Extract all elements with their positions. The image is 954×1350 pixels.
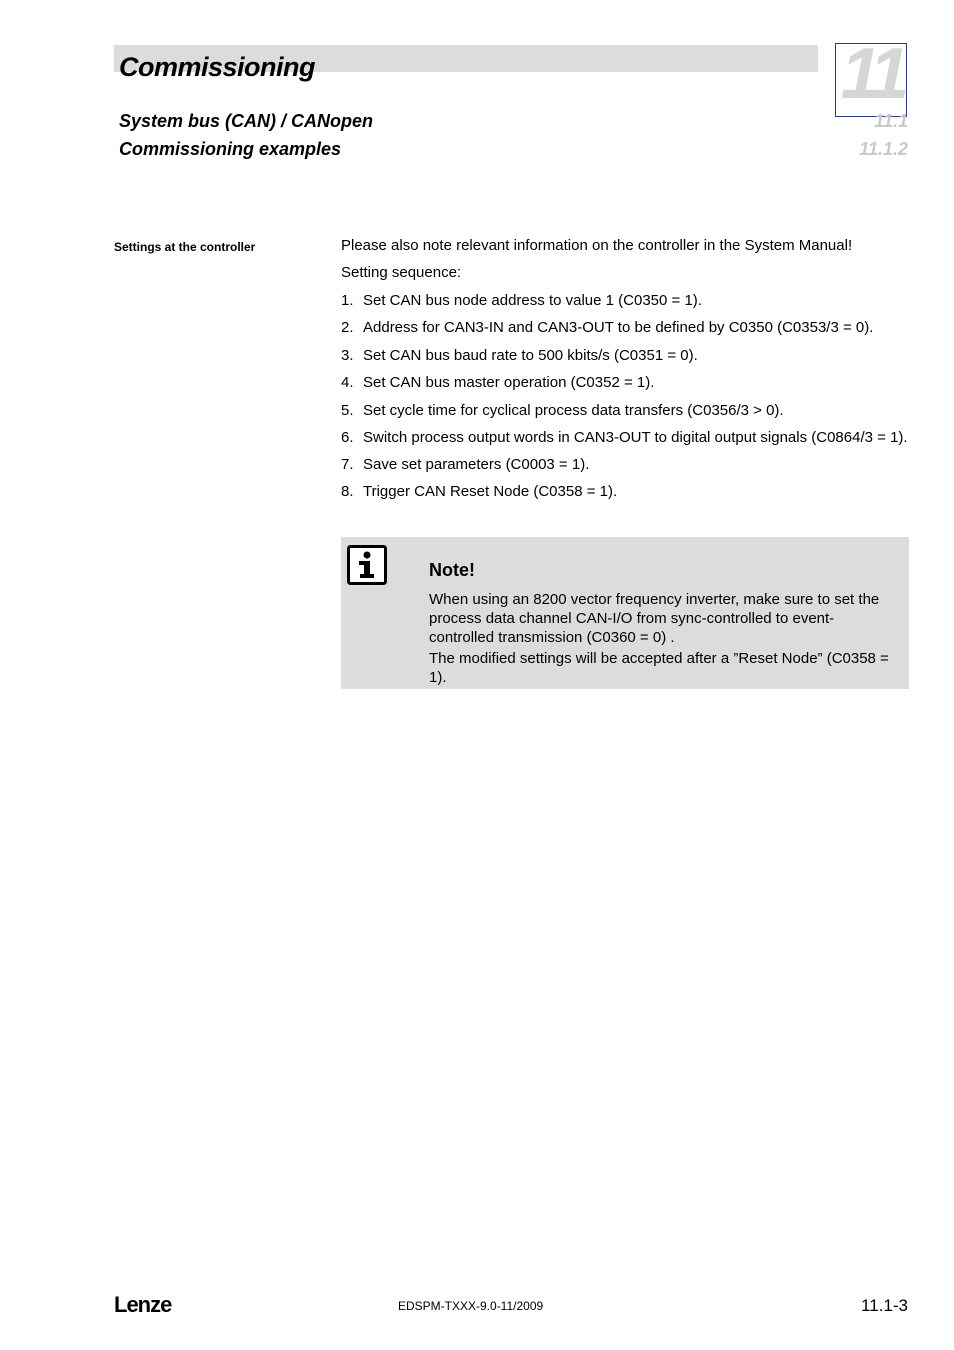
info-icon [347,545,387,585]
chapter-number: 11 [840,43,904,114]
step-number: 1. [341,292,354,309]
list-item [341,455,911,474]
step-text: Set cycle time for cyclical process data transfers (C0356/3 > 0). [363,402,784,419]
sequence-label: Setting sequence: [341,264,462,281]
section-title: System bus (CAN) / CANopen [119,111,374,131]
list-item [341,373,911,392]
list-item [341,318,911,337]
note-paragraph: When using an 8200 vector frequency inverter, make sure to set the process data channel CAN-I/O from sync-controlled to event-controlled transmission (C0360 = 0) . [429,591,880,646]
subsection-number: 11.1.2 [859,139,908,159]
margin-label: Settings at the controller [114,240,256,254]
step-text: Trigger CAN Reset Node (C0358 = 1). [363,483,618,500]
step-number: 3. [341,347,354,364]
intro-text: Please also note relevant information on the controller in the System Manual! [341,237,853,254]
list-item [341,346,911,365]
step-number: 6. [341,429,354,446]
subsection-title: Commissioning examples [119,139,342,159]
list-item [341,482,911,501]
chapter-title: Commissioning [119,52,316,82]
note-box [341,537,909,689]
list-item [341,428,911,447]
step-text: Save set parameters (C0003 = 1). [363,456,590,473]
document-id: EDSPM-TXXX-9.0-11/2009 [398,1299,544,1313]
page-number: 11.1-3 [861,1296,908,1315]
step-number: 8. [341,483,354,500]
step-text: Set CAN bus master operation (C0352 = 1). [363,374,655,391]
step-number: 2. [341,319,354,336]
steps-list [341,291,911,501]
lenze-logo: Lenze [114,1292,172,1317]
note-title: Note! [429,560,475,580]
step-number: 7. [341,456,354,473]
note-paragraph: The modified settings will be accepted after a ”Reset Node” (C0358 = 1). [429,650,889,686]
step-number: 4. [341,374,354,391]
step-text: Set CAN bus node address to value 1 (C0350 = 1). [363,292,702,309]
step-text: Set CAN bus baud rate to 500 kbits/s (C0351 = 0). [363,347,698,364]
list-item [341,291,911,310]
list-item [341,401,911,420]
step-text: Switch process output words in CAN3-OUT to digital output signals (C0864/3 = 1). [363,429,908,446]
step-text: Address for CAN3-IN and CAN3-OUT to be defined by C0350 (C0353/3 = 0). [363,319,874,336]
chapter-number-box [835,43,907,117]
section-number: 11.1 [874,111,908,131]
step-number: 5. [341,402,354,419]
